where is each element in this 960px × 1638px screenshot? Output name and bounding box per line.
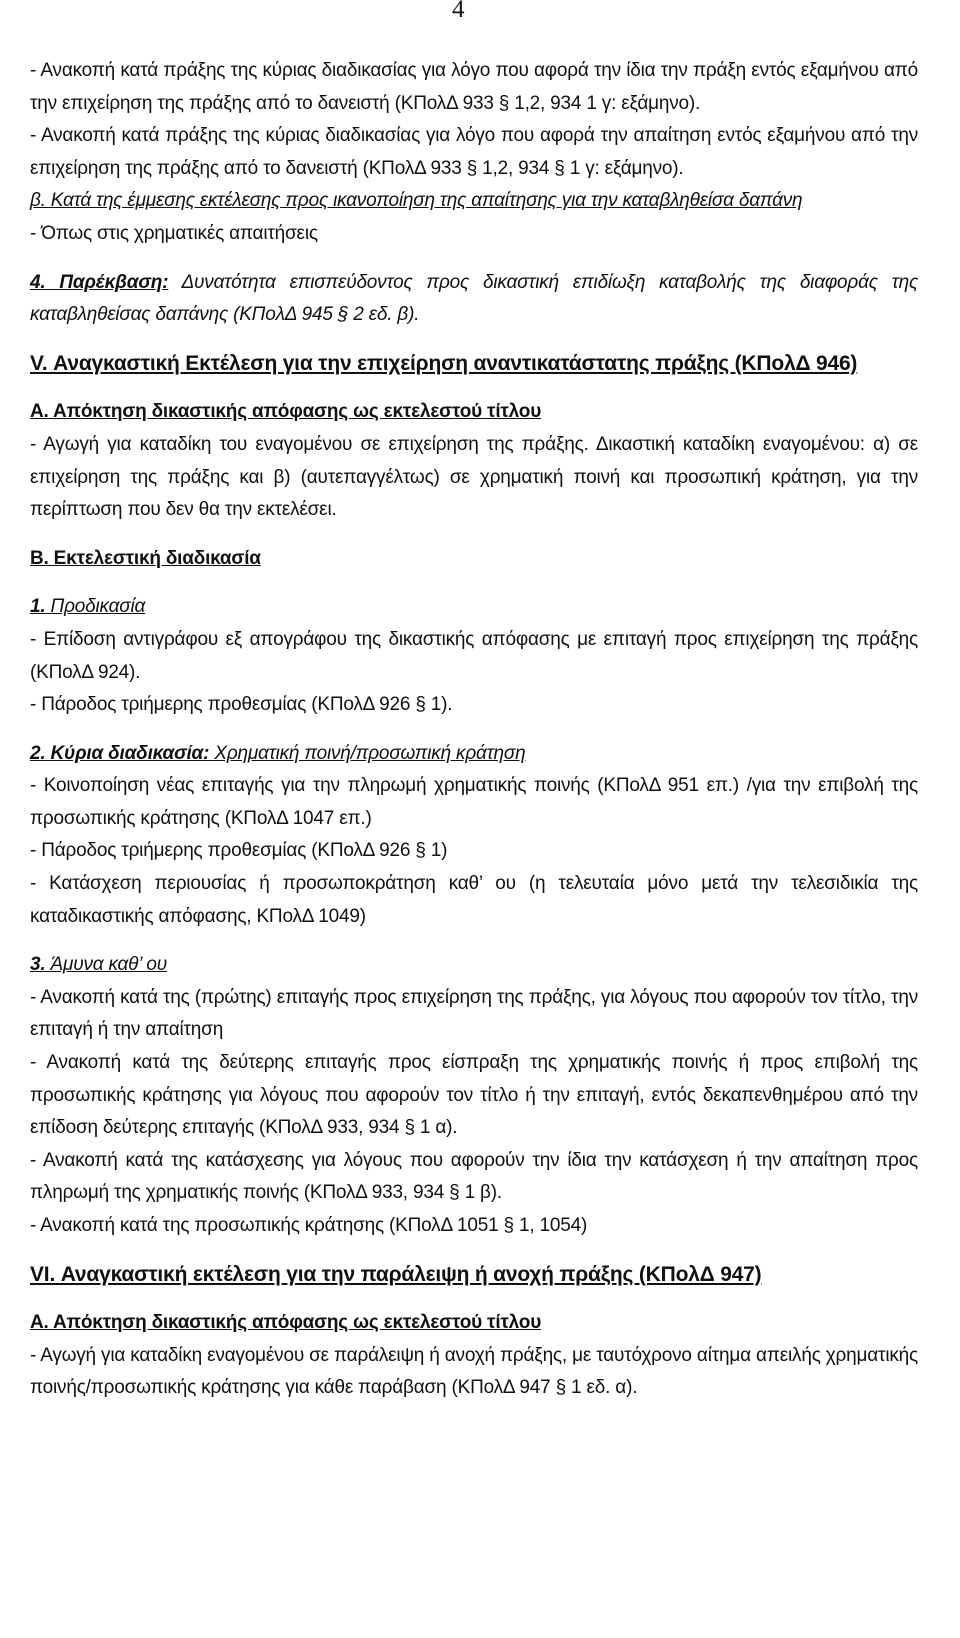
main-procedure-label: 2. Κύρια διαδικασία: <box>30 742 210 764</box>
paragraph-seizure: - Κατάσχεση περιουσίας ή προσωποκράτηση καθ’ ου (η τελευταία μόνο μετά την τελεσιδικία της καταδικαστικής απόφασης, ΚΠολΔ 1049) <box>30 873 918 927</box>
heading-digression <box>30 267 918 332</box>
section-heading-VI: VI. Αναγκαστική εκτέλεση για την παράλειψη ή ανοχή πράξης (ΚΠολΔ 947) <box>30 1262 762 1286</box>
paragraph-lawsuit-omission: - Αγωγή για καταδίκη εναγομένου σε παράλειψη ή ανοχή πράξης, με ταυτόχρονο αίτημα απειλής χρηματικής ποινής/προσωπικής κράτησης για κάθε παράβαση (ΚΠολΔ 947 § 1 εδ. α). <box>30 1344 918 1399</box>
heading-defense-text: Άμυνα καθ’ ου <box>50 954 167 976</box>
heading-number-1: 1. <box>30 596 51 618</box>
digression-label: 4. Παρέκβαση: <box>30 271 169 293</box>
section-heading-V: V. Αναγκαστική Εκτέλεση για την επιχείρηση αναντικατάστατης πράξης (ΚΠολΔ 946) <box>30 351 858 375</box>
paragraph-objection-seizure: - Ανακοπή κατά της κατάσχεσης για λόγους που αφορούν την ίδια την κατάσχεση ή την απαίτηση προς πληρωμή της χρηματικής ποινής (ΚΠολΔ 933, 934 § 1 β). <box>30 1149 918 1204</box>
subheading-A-judgment-2: Α. Απόκτηση δικαστικής απόφασης ως εκτελεστού τίτλου <box>30 1312 542 1334</box>
paragraph-three-day-deadline: - Πάροδος τριήμερης προθεσμίας (ΚΠολΔ 926 § 1). <box>30 694 453 716</box>
paragraph-objection-act-deed: - Ανακοπή κατά πράξης της κύριας διαδικασίας για λόγο που αφορά την ίδια την πράξη εντός εξαμήνου από την επιχείρηση της πράξης από το δανειστή (ΚΠολΔ 933 § 1,2, 934 1 γ: εξάμηνο). <box>30 60 918 114</box>
paragraph-objection-second-order: - Ανακοπή κατά της δεύτερης επιταγής προς είσπραξη της χρηματικής ποινής ή προς επιβολή της προσωπικής κράτησης για λόγους που αφορούν τον τίτλο ή την επιταγή, εντός δεκαπενθημέρου από την επίδοση δεύτερης επιταγής (ΚΠολΔ 933, 934 § 1 α). <box>30 1052 918 1139</box>
paragraph-as-monetary: - Όπως στις χρηματικές απαιτήσεις <box>30 222 318 244</box>
main-procedure-text: Χρηματική ποινή/προσωπική κράτηση <box>209 742 526 764</box>
heading-indirect-execution: β. Κατά της έμμεσης εκτέλεσης προς ικανοποίηση της απαίτησης για την καταβληθείσα δαπάνη <box>30 190 803 212</box>
heading-preliminary-text: Προδικασία <box>50 596 146 618</box>
heading-number-3: 3. <box>30 954 51 976</box>
paragraph-service-copy: - Επίδοση αντιγράφου εξ απογράφου της δικαστικής απόφασης με επιταγή προς επιχείρηση της πράξης (ΚΠολΔ 924). <box>30 628 918 683</box>
heading-preliminary <box>30 591 918 624</box>
paragraph-three-day-deadline-2: - Πάροδος τριήμερης προθεσμίας (ΚΠολΔ 926 § 1) <box>30 840 448 862</box>
paragraph-objection-act-claim: - Ανακοπή κατά πράξης της κύριας διαδικασίας για λόγο που αφορά την απαίτηση εντός εξαμήνου από την επιχείρηση της πράξης από το δανειστή (ΚΠολΔ 933 § 1,2, 934 § 1 γ: εξάμηνο). <box>30 125 918 179</box>
page-number: 4 <box>452 0 465 23</box>
heading-defense <box>30 949 918 982</box>
paragraph-objection-detention: - Ανακοπή κατά της προσωπικής κράτησης (ΚΠολΔ 1051 § 1, 1054) <box>30 1215 588 1236</box>
document-body <box>30 55 918 1405</box>
paragraph-objection-first-order: - Ανακοπή κατά της (πρώτης) επιταγής προς επιχείρηση της πράξης, για λόγους που αφορούν τον τίτλο, την επιταγή ή την απαίτηση <box>30 986 918 1041</box>
paragraph-lawsuit-conviction: - Αγωγή για καταδίκη του εναγομένου σε επιχείρηση της πράξης. Δικαστική καταδίκη εναγομένου: α) σε επιχείρηση της πράξης και β) (αυτεπαγγέλτως) σε χρηματική ποινή και προσωπική κράτηση, για την περίπτωση που δεν θα την εκτελέσει. <box>30 433 918 521</box>
heading-main-procedure <box>30 738 918 771</box>
digression-text: Δυνατότητα επισπεύδοντος προς δικαστική επιδίωξη καταβολής της διαφοράς της καταβληθείσας δαπάνης (ΚΠολΔ 945 § 2 εδ. β). <box>30 271 918 326</box>
subheading-B-executive: Β. Εκτελεστική διαδικασία <box>30 547 261 569</box>
subheading-A-judgment: Α. Απόκτηση δικαστικής απόφασης ως εκτελεστού τίτλου <box>30 401 542 423</box>
paragraph-new-order: - Κοινοποίηση νέας επιταγής για την πληρωμή χρηματικής ποινής (ΚΠολΔ 951 επ.) /για την επιβολή της προσωπικής κράτησης (ΚΠολΔ 1047 επ.) <box>30 775 918 829</box>
